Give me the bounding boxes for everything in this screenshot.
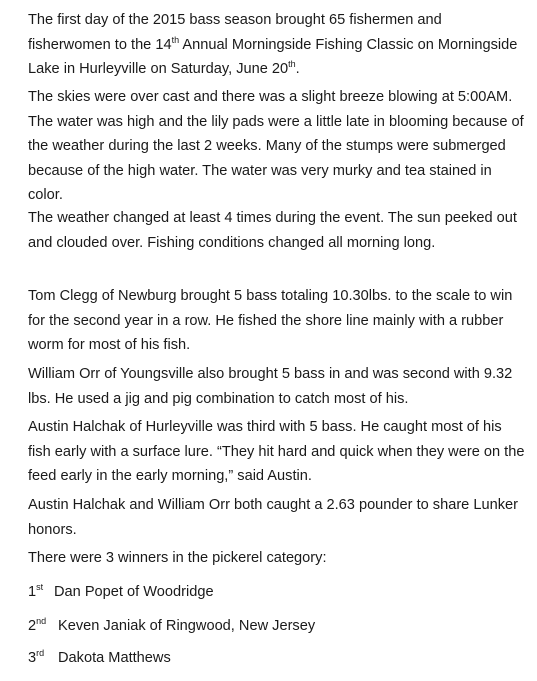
pickerel-winner-1 <box>28 580 528 605</box>
winner-name: Keven Janiak of Ringwood, New Jersey <box>58 618 316 634</box>
event-day-ordinal-suffix: th <box>288 59 296 69</box>
paragraph-weather-conditions: The skies were over cast and there was a slight breeze blowing at 5:00AM. The water was high and the lily pads were a little late in blooming because of the weather during the last 2 weeks. Many of the stumps were submerged because of the high water. The water was very murky and tea stained in color. <box>28 89 524 203</box>
winner-rank <box>28 580 54 605</box>
paragraph-first-place: Tom Clegg of Newburg brought 5 bass totaling 10.30lbs. to the scale to win for the second year in a row. He fished the shore line mainly with a rubber worm for most of his fish. <box>28 288 513 353</box>
event-day-number: 20 <box>271 61 289 77</box>
winner-rank-suffix: rd <box>36 648 45 658</box>
paragraph-tournament-intro <box>28 8 528 82</box>
pickerel-winner-3 <box>28 646 528 671</box>
pickerel-winner-2 <box>28 614 528 639</box>
intro-text-part-3: . <box>295 61 300 77</box>
winner-name: Dakota Matthews <box>58 650 171 666</box>
paragraph-weather-changes: The weather changed at least 4 times during the event. The sun peeked out and clouded over. Fishing conditions changed all morning long. <box>28 210 517 251</box>
intro-text-part-1: The first day of the 2015 bass season brought 65 fishermen and fisherwomen to the <box>28 12 442 53</box>
winner-rank <box>28 646 58 671</box>
edition-ordinal-suffix: th <box>171 34 180 45</box>
paragraph-pickerel-intro: There were 3 winners in the pickerel category: <box>28 550 327 566</box>
intro-text-part-2: Annual Morningside Fishing Classic on Morningside Lake in Hurleyville on Saturday, June <box>28 36 518 77</box>
winner-rank-suffix: st <box>36 582 44 592</box>
winner-rank-suffix: nd <box>36 616 47 626</box>
winner-rank <box>28 614 58 639</box>
edition-number: 14 <box>155 36 172 53</box>
winner-rank-number: 2 <box>28 618 37 634</box>
paragraph-third-place: Austin Halchak of Hurleyville was third with 5 bass. He caught most of his fish early with a surface lure. “They hit hard and quick when they were on the feed early in the early morning,” said Austin. <box>28 419 525 484</box>
winner-rank-number: 1 <box>28 584 37 600</box>
paragraph-second-place: William Orr of Youngsville also brought 5 bass in and was second with 9.32 lbs. He used a jig and pig combination to catch most of his. <box>28 366 513 407</box>
paragraph-lunker-honors: Austin Halchak and William Orr both caught a 2.63 pounder to share Lunker honors. <box>28 497 518 538</box>
winner-rank-number: 3 <box>28 650 37 666</box>
winner-name: Dan Popet of Woodridge <box>54 584 214 600</box>
